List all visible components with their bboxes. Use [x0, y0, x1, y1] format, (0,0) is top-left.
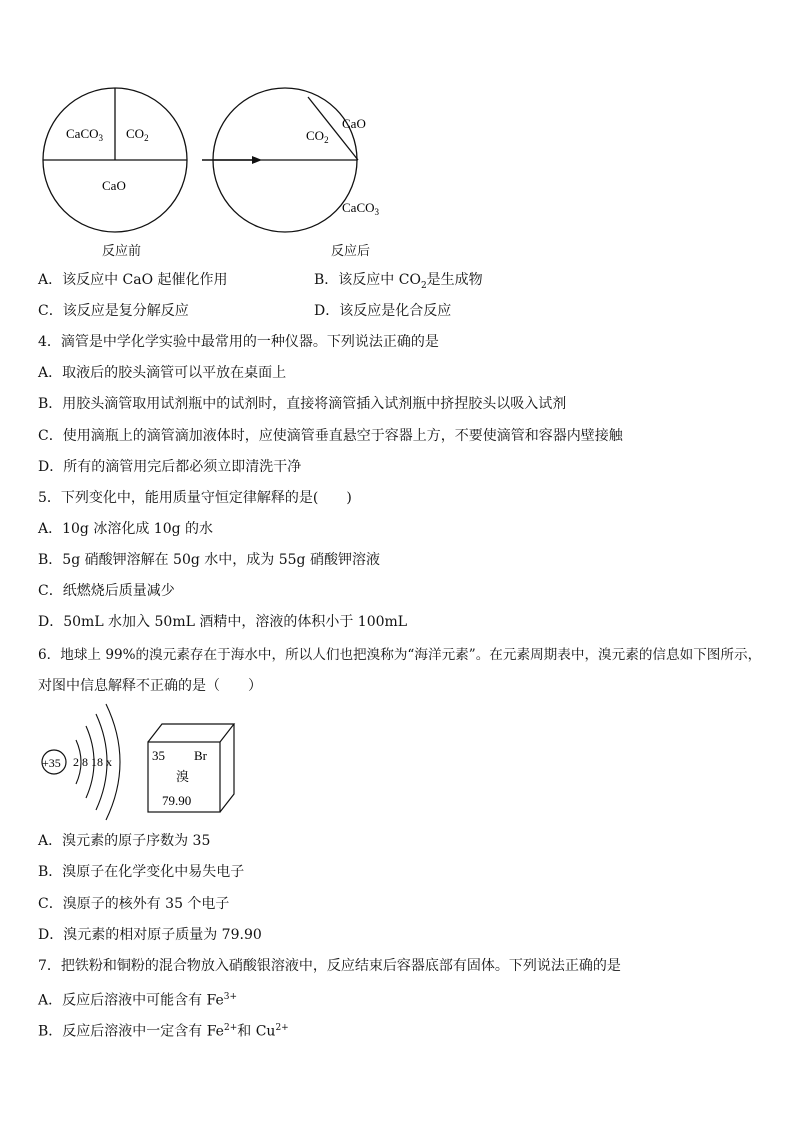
atomic-mass: 79.90: [162, 793, 192, 808]
after-co2-label: $CO_2$: [306, 128, 329, 145]
q6-option-d: D．溴元素的相对原子质量为 79.90: [38, 927, 262, 943]
before-cao-label: CaO: [102, 178, 126, 193]
q7-option-a: A．反应后溶液中可能含有 $Fe^{3+}$: [38, 992, 238, 1009]
element-symbol: Br: [194, 748, 207, 763]
after-cao-label: CaO: [342, 116, 366, 131]
q5-option-d: D．50mL 水加入 50mL 酒精中，溶液的体积小于 100mL: [38, 614, 408, 630]
before-caco3-label: CaCO$_3$: [66, 126, 103, 143]
electron-counts: 2 8 18 x: [73, 755, 112, 769]
q3-option-a: A．该反应中 CaO 起催化作用: [38, 272, 228, 288]
q5-option-c: C．纸燃烧后质量减少: [38, 583, 175, 599]
q4-option-d: D．所有的滴管用完后都必须立即清洗干净: [38, 459, 302, 475]
after-caco3-label: CaCO$_3$: [342, 200, 379, 217]
atomic-number: 35: [152, 748, 165, 763]
bromine-figure: [36, 700, 246, 820]
q5-option-a: A．10g 冰溶化成 10g 的水: [38, 521, 214, 537]
after-caption: 反应后: [331, 244, 371, 259]
q3-option-b: B．该反应中 $CO_2$是生成物: [314, 272, 483, 291]
element-cell-top: [148, 724, 234, 742]
element-name: 溴: [176, 769, 190, 784]
before-co2-label: $CO_2$: [126, 126, 149, 143]
q6-option-c: C．溴原子的核外有 35 个电子: [38, 896, 230, 912]
q4-option-c: C．使用滴瓶上的滴管滴加液体时，应使滴管垂直悬空于容器上方，不要使滴管和容器内壁接触: [38, 428, 623, 444]
q6-option-a: A．溴元素的原子序数为 35: [38, 833, 211, 849]
q7-option-b: B．反应后溶液中一定含有 $Fe^{2+}$和 $Cu^{2+}$: [38, 1023, 289, 1040]
q4-stem: 4．滴管是中学化学实验中最常用的一种仪器。下列说法正确的是: [38, 334, 439, 350]
q6-stem-line2: 对图中信息解释不正确的是（ ）: [38, 678, 262, 694]
q5-stem: 5．下列变化中，能用质量守恒定律解释的是( ): [38, 490, 352, 506]
before-caption: 反应前: [102, 244, 142, 259]
q6-option-b: B．溴原子在化学变化中易失电子: [38, 864, 245, 880]
q3-option-d: D．该反应是化合反应: [314, 303, 452, 319]
q7-stem: 7．把铁粉和铜粉的混合物放入硝酸银溶液中，反应结束后容器底部有固体。下列说法正确的是: [38, 958, 621, 974]
q3-option-c: C．该反应是复分解反应: [38, 303, 189, 319]
q4-option-a: A．取液后的胶头滴管可以平放在桌面上: [38, 365, 287, 381]
q5-option-b: B．5g 硝酸钾溶解在 50g 水中，成为 55g 硝酸钾溶液: [38, 552, 380, 568]
element-cell-side: [220, 724, 234, 812]
q6-stem-line1: 6．地球上 99%的溴元素存在于海水中，所以人们也把溴称为“海洋元素”。在元素周期表中，溴元素的信息如下图所示，: [38, 647, 762, 663]
nucleus-charge: +35: [42, 756, 61, 770]
q4-option-b: B．用胶头滴管取用试剂瓶中的试剂时，直接将滴管插入试剂瓶中挤捏胶头以吸入试剂: [38, 396, 567, 412]
